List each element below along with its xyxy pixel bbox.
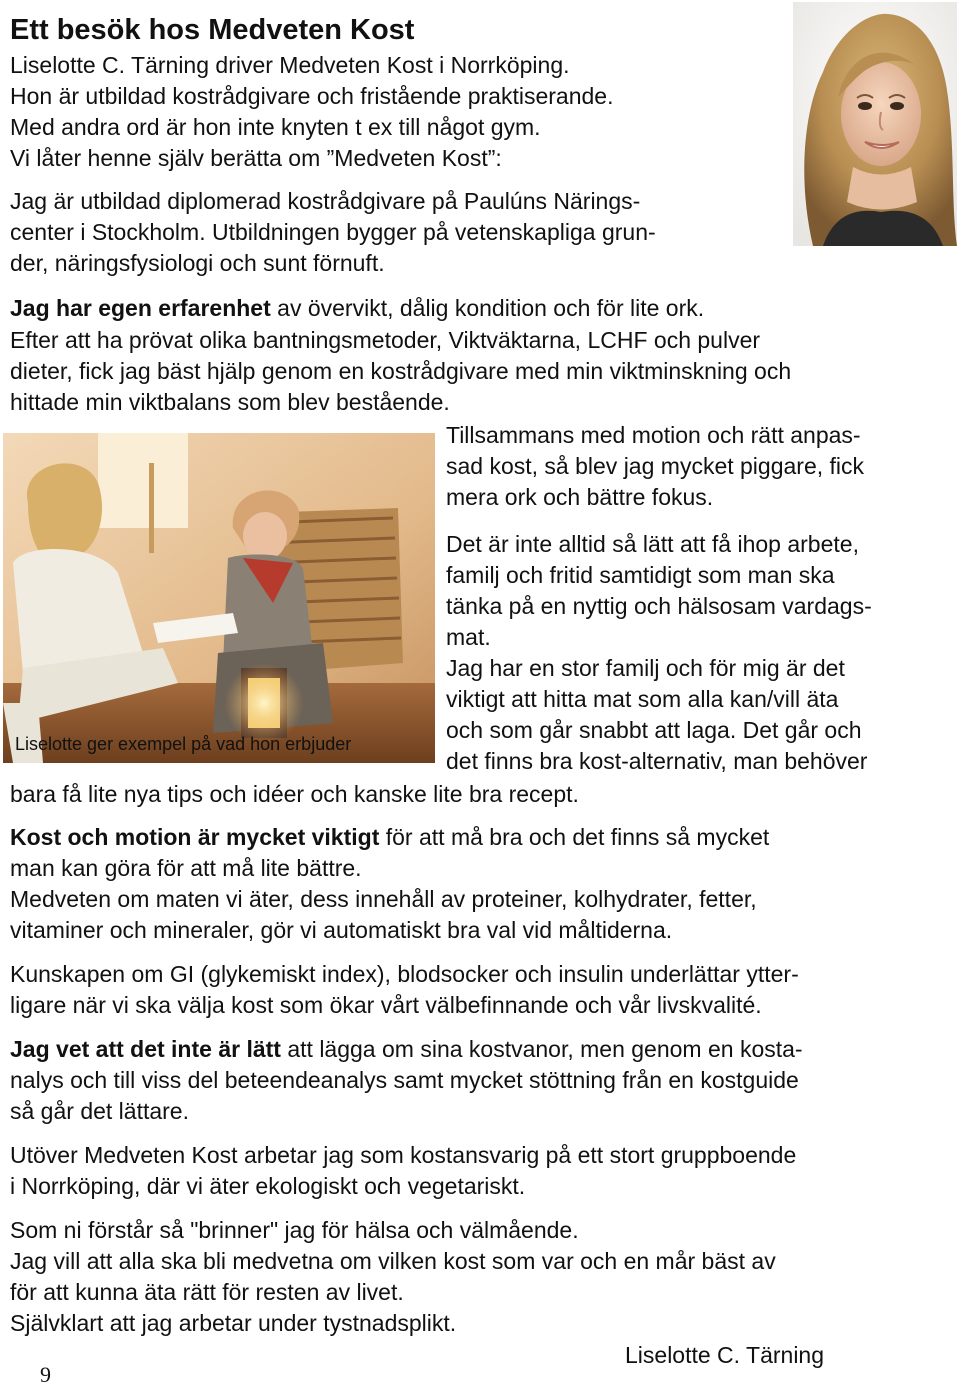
education-line: Jag är utbildad diplomerad kostrådgivare på Paulúns Närings-	[10, 188, 641, 214]
photo-caption: Liselotte ger exempel på vad hon erbjuder	[15, 734, 352, 754]
motion-line: Medveten om maten vi äter, dess innehåll av proteiner, kolhydrater, fetter,	[10, 886, 757, 912]
portrait-illustration	[793, 2, 957, 246]
education-line: center i Stockholm. Utbildningen bygger på vetenskapliga grun-	[10, 219, 656, 245]
work-line: i Norrköping, där vi äter ekologiskt och vegetariskt.	[10, 1173, 526, 1199]
experience-line: hittade min viktbalans som blev bestående.	[10, 389, 450, 415]
family-line: mat.	[446, 624, 491, 650]
habits-paragraph	[10, 1034, 803, 1065]
passion-line: Som ni förstår så "brinner" jag för hälsa och välmående.	[10, 1217, 579, 1243]
family-line: och som går snabbt att laga. Det går och	[446, 717, 862, 743]
work-line: Utöver Medveten Kost arbetar jag som kostansvarig på ett stort gruppboende	[10, 1142, 797, 1168]
page-number: 9	[40, 1362, 51, 1387]
article-title: Ett besök hos Medveten Kost	[10, 14, 415, 46]
after-photo-line: bara få lite nya tips och idéer och kanske lite bra recept.	[10, 781, 579, 807]
motion-text: för att må bra och det finns så mycket	[379, 824, 770, 850]
experience-paragraph	[10, 293, 704, 324]
experience-line: dieter, fick jag bäst hjälp genom en kostrådgivare med min viktminskning och	[10, 358, 792, 384]
habits-emphasis: Jag vet att det inte är lätt	[10, 1036, 281, 1062]
habits-line: så går det lättare.	[10, 1098, 189, 1124]
family-line: det finns bra kost-alternativ, man behöver	[446, 748, 868, 774]
intro-line: Vi låter henne själv berätta om ”Medveten Kost”:	[10, 145, 502, 171]
motion-line: vitaminer och mineraler, gör vi automatiskt bra val vid måltiderna.	[10, 917, 673, 943]
family-line: tänka på en nyttig och hälsosam vardags-	[446, 593, 872, 619]
passion-line: Självklart att jag arbetar under tystnadsplikt.	[10, 1310, 457, 1336]
family-line: Det är inte alltid så lätt att få ihop arbete,	[446, 531, 859, 557]
consultation-photo	[3, 433, 435, 763]
family-line: viktigt att hitta mat som alla kan/vill äta	[446, 686, 839, 712]
signature: Liselotte C. Tärning	[625, 1342, 825, 1368]
motion-emphasis: Kost och motion är mycket viktigt	[10, 824, 380, 850]
family-line: familj och fritid samtidigt som man ska	[446, 562, 835, 588]
motion-result-line: Tillsammans med motion och rätt anpas-	[446, 422, 861, 448]
consultation-illustration	[3, 433, 435, 763]
experience-text: av övervikt, dålig kondition och för lite ork.	[270, 295, 705, 321]
experience-emphasis: Jag har egen erfarenhet	[10, 295, 271, 321]
passion-line: för att kunna äta rätt för resten av livet.	[10, 1279, 404, 1305]
intro-line: Hon är utbildad kostrådgivare och fristående praktiserande.	[10, 83, 614, 109]
education-line: der, näringsfysiologi och sunt förnuft.	[10, 250, 385, 276]
intro-line: Liselotte C. Tärning driver Medveten Kost i Norrköping.	[10, 52, 570, 78]
gi-line: ligare när vi ska välja kost som ökar vårt välbefinnande och vår livskvalité.	[10, 992, 762, 1018]
habits-text: att lägga om sina kostvanor, men genom en kosta-	[280, 1036, 803, 1062]
experience-line: Efter att ha prövat olika bantningsmetoder, Viktväktarna, LCHF och pulver	[10, 327, 761, 353]
intro-line: Med andra ord är hon inte knyten t ex till något gym.	[10, 114, 541, 140]
family-line: Jag har en stor familj och för mig är det	[446, 655, 845, 681]
motion-line: man kan göra för att må lite bättre.	[10, 855, 362, 881]
passion-line: Jag vill att alla ska bli medvetna om vilken kost som var och en mår bäst av	[10, 1248, 776, 1274]
motion-result-line: sad kost, så blev jag mycket piggare, fick	[446, 453, 865, 479]
gi-line: Kunskapen om GI (glykemiskt index), blodsocker och insulin underlättar ytter-	[10, 961, 799, 987]
portrait-photo	[793, 2, 957, 246]
motion-paragraph	[10, 822, 769, 853]
habits-line: nalys och till viss del beteendeanalys samt mycket stöttning från en kostguide	[10, 1067, 799, 1093]
motion-result-line: mera ork och bättre fokus.	[446, 484, 714, 510]
